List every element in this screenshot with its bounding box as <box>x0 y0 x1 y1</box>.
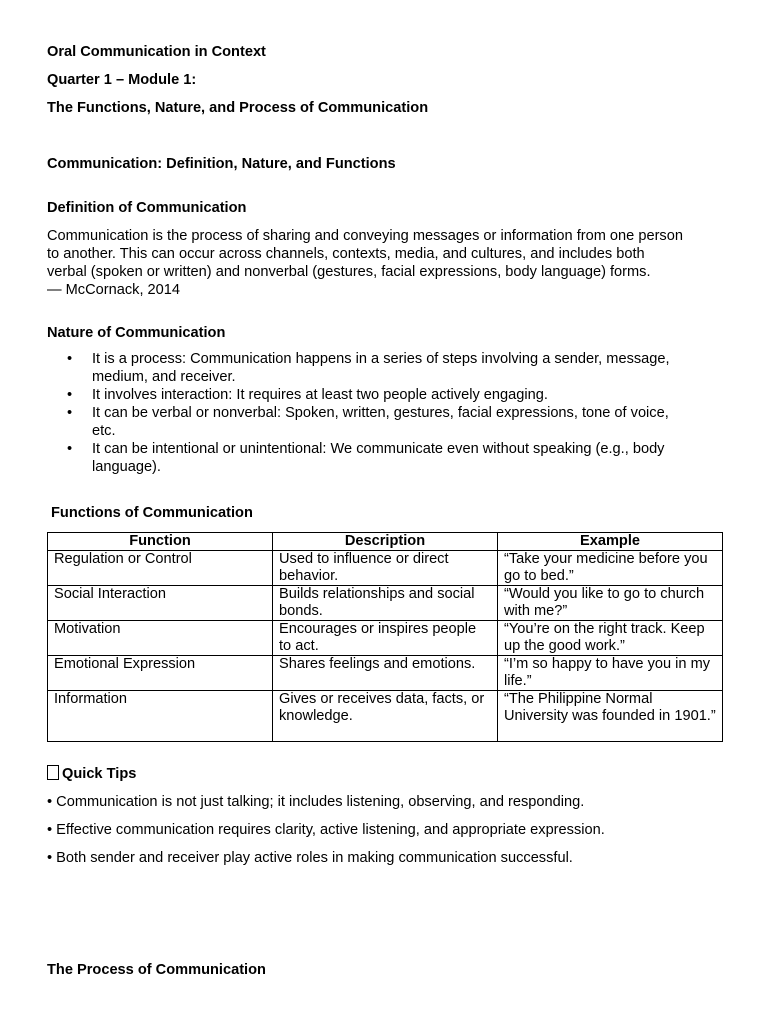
example-cell: “You’re on the right track. Keep up the good work.” <box>498 621 723 656</box>
list-item: • It involves interaction: It requires at least two people actively engaging. <box>47 386 727 404</box>
tip-item: • Both sender and receiver play active roles in making communication successful. <box>47 850 573 866</box>
section-title: Communication: Definition, Nature, and Functions <box>47 156 396 172</box>
definition-paragraph <box>47 227 727 299</box>
missing-glyph-icon <box>47 765 59 780</box>
tips-heading-row <box>47 765 136 783</box>
column-header: Example <box>498 533 723 551</box>
function-cell: Social Interaction <box>48 586 273 621</box>
example-cell: “The Philippine Normal University was founded in 1901.” <box>498 691 723 742</box>
tip-item: • Effective communication requires clarity, active listening, and appropriate expression. <box>47 822 605 838</box>
nature-list <box>47 350 727 476</box>
description-cell: Used to influence or direct behavior. <box>273 551 498 586</box>
description-cell: Encourages or inspires people to act. <box>273 621 498 656</box>
process-heading: The Process of Communication <box>47 962 266 978</box>
example-cell: “Would you like to go to church with me?” <box>498 586 723 621</box>
list-item: • It is a process: Communication happens in a series of steps involving a sender, message, medium, and receiver. <box>47 350 727 386</box>
column-header: Description <box>273 533 498 551</box>
function-cell: Emotional Expression <box>48 656 273 691</box>
table-row <box>48 621 723 656</box>
function-cell: Regulation or Control <box>48 551 273 586</box>
table-row <box>48 691 723 742</box>
definition-line: verbal (spoken or written) and nonverbal (gestures, facial expressions, body language) forms. <box>47 264 651 280</box>
function-cell: Motivation <box>48 621 273 656</box>
table-row <box>48 551 723 586</box>
list-item: • It can be intentional or unintentional: We communicate even without speaking (e.g., body language). <box>47 440 727 476</box>
description-cell: Shares feelings and emotions. <box>273 656 498 691</box>
module-label: Quarter 1 – Module 1: <box>47 72 197 88</box>
definition-line: Communication is the process of sharing and conveying messages or information from one person <box>47 228 683 244</box>
description-cell: Builds relationships and social bonds. <box>273 586 498 621</box>
function-cell: Information <box>48 691 273 742</box>
list-item: • It can be verbal or nonverbal: Spoken, written, gestures, facial expressions, tone of voice, etc. <box>47 404 727 440</box>
table-header-row <box>48 533 723 551</box>
module-title: The Functions, Nature, and Process of Communication <box>47 100 429 116</box>
functions-heading: Functions of Communication <box>51 505 253 521</box>
description-cell: Gives or receives data, facts, or knowledge. <box>273 691 498 742</box>
nature-heading: Nature of Communication <box>47 325 226 341</box>
definition-heading: Definition of Communication <box>47 200 247 216</box>
column-header: Function <box>48 533 273 551</box>
definition-line: to another. This can occur across channels, contexts, media, and cultures, and includes both <box>47 246 645 262</box>
tips-heading: Quick Tips <box>62 766 137 782</box>
definition-citation: — McCornack, 2014 <box>47 282 181 298</box>
course-title: Oral Communication in Context <box>47 44 266 60</box>
functions-table <box>47 532 723 742</box>
table-row <box>48 656 723 691</box>
tip-item: • Communication is not just talking; it includes listening, observing, and responding. <box>47 794 585 810</box>
example-cell: “Take your medicine before you go to bed.” <box>498 551 723 586</box>
table-row <box>48 586 723 621</box>
example-cell: “I’m so happy to have you in my life.” <box>498 656 723 691</box>
